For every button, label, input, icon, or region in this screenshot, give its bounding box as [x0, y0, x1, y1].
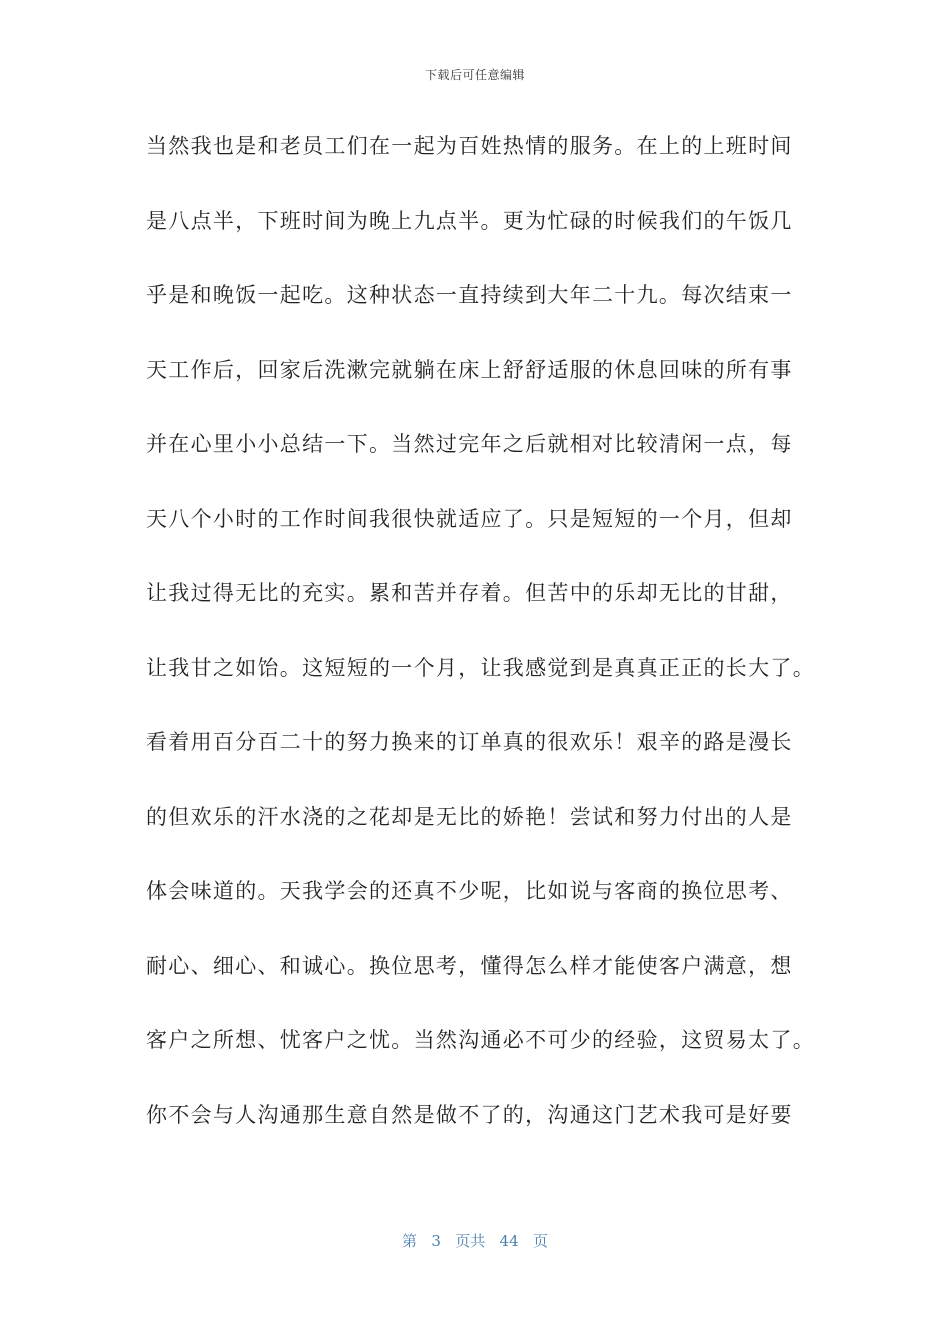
- text-line: 体会味道的。天我学会的还真不少呢，比如说与客商的换位思考、: [146, 879, 793, 903]
- text-line: 天八个小时的工作时间我很快就适应了。只是短短的一个月，但却: [146, 506, 793, 531]
- text-line: 让我过得无比的充实。累和苦并存着。但苦中的乐却无比的甘甜，: [146, 581, 793, 605]
- total-pages-number: 44: [499, 1232, 519, 1250]
- page-header-note: 下载后可任意编辑: [424, 68, 525, 82]
- current-page-number: 3: [431, 1232, 441, 1250]
- text-line: 乎是和晚饭一起吃。这种状态一直持续到大年二十九。每次结束一: [146, 283, 793, 307]
- text-line: 并在心里小小总结一下。当然过完年之后就相对比较清闲一点，每: [146, 432, 793, 456]
- page-label-prefix: 第: [402, 1232, 418, 1250]
- document-body: [146, 128, 826, 1171]
- text-line: 是八点半，下班时间为晚上九点半。更为忙碌的时候我们的午饭几: [146, 208, 793, 233]
- text-line: 当然我也是和老员工们在一起为百姓热情的服务。在上的上班时间: [146, 134, 793, 158]
- text-line: 耐心、细心、和诚心。换位思考，懂得怎么样才能使客户满意，想: [146, 953, 793, 978]
- page-label-mid: 页共: [455, 1232, 486, 1250]
- text-line: 的但欢乐的汗水浇的之花却是无比的娇艳！尝试和努力付出的人是: [146, 804, 793, 829]
- page-footer: [0, 1230, 950, 1251]
- text-line: 客户之所想、忧客户之忧。当然沟通必不可少的经验，这贸易太了。: [146, 1028, 815, 1052]
- text-line: 你不会与人沟通那生意自然是做不了的，沟通这门艺术我可是好要: [146, 1102, 793, 1127]
- page-label-suffix: 页: [532, 1232, 548, 1250]
- text-line: 天工作后，回家后洗漱完就躺在床上舒舒适服的休息回味的所有事: [146, 357, 793, 382]
- text-line: 让我甘之如饴。这短短的一个月，让我感觉到是真真正正的长大了。: [146, 655, 815, 680]
- text-line: 看着用百分百二十的努力换来的订单真的很欢乐！艰辛的路是漫长: [146, 730, 793, 754]
